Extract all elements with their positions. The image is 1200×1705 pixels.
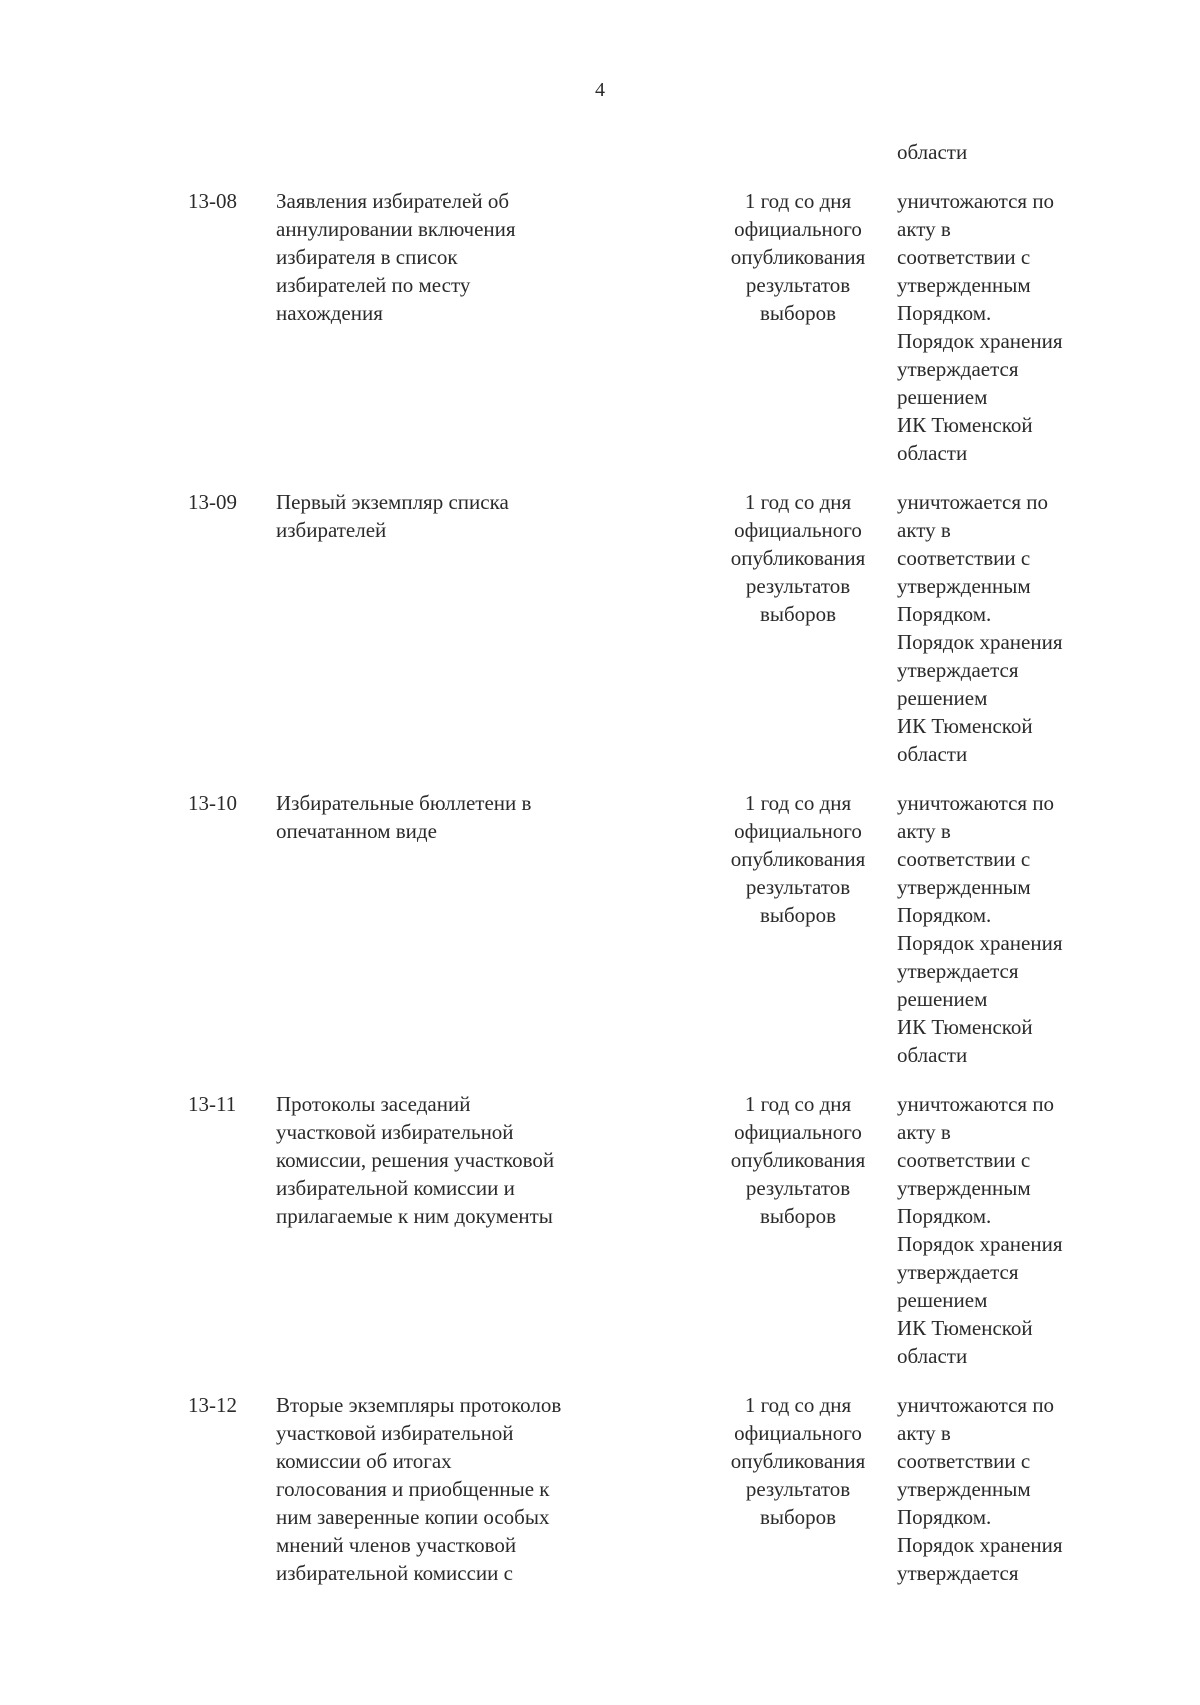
note-line: акту в — [897, 217, 951, 241]
note-line: соответствии с — [897, 1449, 1031, 1473]
term-line: выборов — [759, 1505, 837, 1529]
record-row-13-10 — [0, 789, 1200, 1079]
note-line: акту в — [897, 819, 951, 843]
title-line: избирателей — [276, 518, 387, 542]
title-line: комиссии, решения участковой — [276, 1148, 555, 1172]
note-line: утверждается — [897, 357, 1019, 381]
term-line: выборов — [759, 903, 837, 927]
carry-over-line: области — [897, 140, 968, 164]
note-line: утверждается — [897, 1260, 1019, 1284]
record-code: 13-11 — [188, 1092, 237, 1116]
note-line: Порядком. — [897, 1505, 992, 1529]
note-line: решением — [897, 987, 988, 1011]
title-line: Первый экземпляр списка — [276, 490, 509, 514]
note-line: соответствии с — [897, 847, 1031, 871]
note-line: уничтожаются по — [897, 189, 1055, 213]
note-line: ИК Тюменской — [897, 413, 1033, 437]
note-line: области — [897, 742, 968, 766]
title-line: Избирательные бюллетени в — [276, 791, 532, 815]
term-line: выборов — [759, 1204, 837, 1228]
title-line: участковой избирательной — [276, 1120, 514, 1144]
note-line: утверждается — [897, 959, 1019, 983]
term-line: опубликования — [730, 546, 866, 570]
note-line: области — [897, 1043, 968, 1067]
note-line: Порядок хранения — [897, 931, 1063, 955]
term-line: выборов — [759, 602, 837, 626]
record-note — [897, 1391, 1137, 1587]
term-line: официального — [734, 1421, 862, 1445]
note-line: решением — [897, 1288, 988, 1312]
term-line: 1 год со дня — [744, 791, 852, 815]
title-line: Вторые экземпляры протоколов — [276, 1393, 562, 1417]
note-line: ИК Тюменской — [897, 1316, 1033, 1340]
title-line: нахождения — [276, 301, 383, 325]
note-line: утвержденным — [897, 1176, 1031, 1200]
record-note — [897, 187, 1137, 467]
record-retention-term — [700, 1391, 896, 1531]
term-line: опубликования — [730, 1148, 866, 1172]
note-line: соответствии с — [897, 546, 1031, 570]
note-line: утверждается — [897, 658, 1019, 682]
note-line: акту в — [897, 518, 951, 542]
carry-over-note — [897, 138, 967, 166]
record-note — [897, 488, 1137, 768]
record-row-13-09 — [0, 488, 1200, 778]
title-line: участковой избирательной — [276, 1421, 514, 1445]
record-retention-term — [700, 1090, 896, 1230]
record-note — [897, 1090, 1137, 1370]
title-line: избирательной комиссии и — [276, 1176, 515, 1200]
note-line: утвержденным — [897, 574, 1031, 598]
term-line: результатов — [745, 1477, 851, 1501]
term-line: официального — [734, 217, 862, 241]
term-line: 1 год со дня — [744, 1092, 852, 1116]
title-line: опечатанном виде — [276, 819, 437, 843]
record-title — [276, 488, 636, 544]
note-line: уничтожаются по — [897, 1393, 1055, 1417]
note-line: Порядок хранения — [897, 630, 1063, 654]
term-line: опубликования — [730, 847, 866, 871]
note-line: области — [897, 441, 968, 465]
term-line: официального — [734, 1120, 862, 1144]
note-line: уничтожаются по — [897, 1092, 1055, 1116]
note-line: утвержденным — [897, 1477, 1031, 1501]
term-line: официального — [734, 819, 862, 843]
note-line: Порядок хранения — [897, 1232, 1063, 1256]
term-line: 1 год со дня — [744, 1393, 852, 1417]
record-retention-term — [700, 789, 896, 929]
title-line: Протоколы заседаний — [276, 1092, 471, 1116]
term-line: официального — [734, 518, 862, 542]
note-line: уничтожается по — [897, 490, 1048, 514]
title-line: аннулировании включения — [276, 217, 516, 241]
note-line: Порядком. — [897, 1204, 992, 1228]
record-row-13-12 — [0, 1391, 1200, 1681]
note-line: соответствии с — [897, 1148, 1031, 1172]
note-line: утверждается — [897, 1561, 1019, 1585]
note-line: Порядком. — [897, 602, 992, 626]
record-row-13-08 — [0, 187, 1200, 477]
term-line: 1 год со дня — [744, 189, 852, 213]
term-line: результатов — [745, 1176, 851, 1200]
term-line: опубликования — [730, 245, 866, 269]
term-line: результатов — [745, 574, 851, 598]
title-line: избирательной комиссии с — [276, 1561, 513, 1585]
term-line: 1 год со дня — [744, 490, 852, 514]
title-line: ним заверенные копии особых — [276, 1505, 550, 1529]
record-title — [276, 1090, 636, 1230]
note-line: решением — [897, 686, 988, 710]
title-line: мнений членов участковой — [276, 1533, 517, 1557]
note-line: Порядок хранения — [897, 1533, 1063, 1557]
note-line: акту в — [897, 1421, 951, 1445]
term-line: выборов — [759, 301, 837, 325]
term-line: результатов — [745, 273, 851, 297]
title-line: избирателей по месту — [276, 273, 471, 297]
page-number: 4 — [595, 79, 605, 101]
term-line: результатов — [745, 875, 851, 899]
title-line: комиссии об итогах — [276, 1449, 452, 1473]
term-line: опубликования — [730, 1449, 866, 1473]
note-line: области — [897, 1344, 968, 1368]
title-line: избирателя в список — [276, 245, 458, 269]
note-line: утвержденным — [897, 273, 1031, 297]
title-line: голосования и приобщенные к — [276, 1477, 550, 1501]
record-retention-term — [700, 187, 896, 327]
record-title — [276, 187, 636, 327]
note-line: акту в — [897, 1120, 951, 1144]
record-code: 13-09 — [188, 490, 237, 514]
note-line: решением — [897, 385, 988, 409]
record-retention-term — [700, 488, 896, 628]
note-line: Порядком. — [897, 903, 992, 927]
note-line: соответствии с — [897, 245, 1031, 269]
title-line: Заявления избирателей об — [276, 189, 510, 213]
record-title — [276, 1391, 636, 1587]
note-line: ИК Тюменской — [897, 1015, 1033, 1039]
note-line: Порядок хранения — [897, 329, 1063, 353]
note-line: уничтожаются по — [897, 791, 1055, 815]
record-code: 13-12 — [188, 1393, 237, 1417]
record-code: 13-10 — [188, 791, 237, 815]
note-line: утвержденным — [897, 875, 1031, 899]
record-note — [897, 789, 1137, 1069]
title-line: прилагаемые к ним документы — [276, 1204, 553, 1228]
note-line: Порядком. — [897, 301, 992, 325]
note-line: ИК Тюменской — [897, 714, 1033, 738]
record-code: 13-08 — [188, 189, 237, 213]
record-row-13-11 — [0, 1090, 1200, 1380]
record-title — [276, 789, 636, 845]
